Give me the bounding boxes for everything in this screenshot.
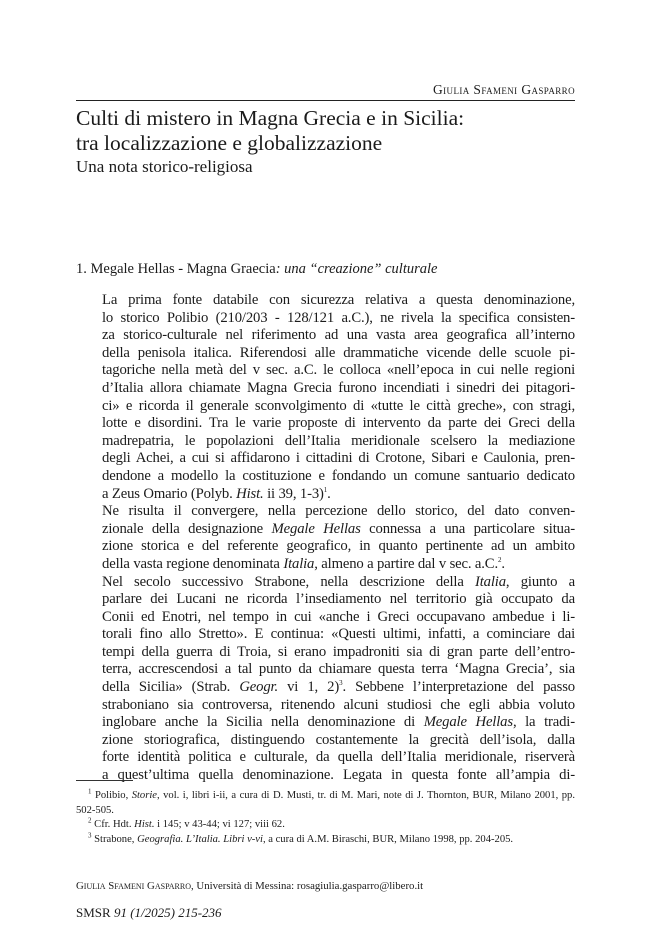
running-head: Giulia Sfameni Gasparro — [433, 82, 575, 97]
text-line — [76, 714, 575, 732]
author-affiliation — [76, 880, 423, 893]
author-name: Giulia Sfameni Gasparro — [76, 880, 192, 892]
text-span: Polibio, — [91, 790, 132, 801]
section-title-italic: : una “creazione” culturale — [275, 261, 438, 277]
text-span: inglobare anche la Sicilia nella denominazione di — [102, 714, 424, 731]
article-title — [76, 106, 576, 156]
text-line: tagoriche nella metà del v sec. a.C. le colloca «nell’epoca in cui nelle regioni — [102, 362, 575, 379]
header-rule — [76, 100, 575, 101]
footnote-3 — [76, 830, 575, 848]
text-line: dendone a modello la costituzione e fondando un comune santuario dedicato — [102, 467, 575, 484]
italic-span: Megale Hellas — [423, 714, 513, 731]
text-line: torali fino allo Stretto». E continua: «Questi ultimi, infatti, a cominciare dai — [102, 626, 575, 643]
text-span: , la tradi- — [512, 714, 575, 731]
italic-span: Hist. — [134, 819, 155, 830]
text-line — [76, 521, 575, 539]
section-title-plain: Megale Hellas - Magna Graecia — [90, 261, 276, 277]
italic-span: Hist. — [236, 485, 264, 502]
text-line: a quest’ultima quella denominazione. Legata in questa fonte all’ampia di- — [102, 767, 575, 784]
footnote-number: 3 — [88, 830, 92, 839]
text-span: . Sebbene l’interpretazione del passo — [342, 679, 575, 696]
text-span: della Sicilia» (Strab. — [102, 679, 240, 696]
journal-name: SMSR — [76, 905, 114, 920]
footnote-number: 2 — [88, 816, 92, 825]
section-heading — [76, 260, 437, 278]
text-span: Strabone, — [91, 833, 138, 845]
text-line: forte identità politica e culturale, da quella dell’Italia meridionale, riserverà — [102, 749, 575, 766]
text-line — [76, 556, 575, 574]
text-line: straboniano sia controversa, ritenendo alcuni studiosi che egli abbia voluto — [102, 696, 575, 713]
paragraph-2 — [76, 503, 575, 573]
text-line: madrepatria, le popolazioni dell’Italia meridionale scelsero la mediazione — [102, 432, 575, 449]
text-line: parlare dei Lucani ne ricorda l’insediamento nel territorio già occupato da — [102, 591, 575, 608]
text-span: vi 1, 2) — [277, 679, 340, 696]
italic-span: Storie — [131, 790, 157, 801]
text-span: , almeno a partire dal v sec. a.C. — [314, 555, 498, 572]
text-line: terra, accrescendosi a tal punto da chiamare questa terra ‘Magna Grecia’, sia — [102, 661, 575, 678]
footnote-ref-3[interactable]: 3 — [339, 679, 343, 688]
text-span: i 145; v 43-44; vi 127; viii 62. — [154, 819, 285, 830]
text-line: La prima fonte databile con sicurezza relativa a questa denominazione, — [102, 292, 575, 308]
text-line: ci» e ricorda il generale sconvolgimento di «tutte le città greche», con stragi, — [102, 397, 575, 414]
footnote-separator — [76, 780, 133, 781]
text-line — [76, 486, 575, 504]
text-line: za storico-culturale nel riferimento ad una vasta area geografica all’interno — [102, 327, 575, 344]
text-span: , giunto a — [505, 573, 575, 590]
italic-span: Geografia. L’Italia. Libri v-vi — [137, 833, 263, 845]
text-line: tempi della guerra di Troia, si erano impadroniti sia di gran parte dell’entro- — [102, 643, 575, 660]
text-span: connessa a una particolare situa- — [360, 520, 575, 537]
journal-citation — [76, 905, 222, 921]
text-span: Nel secolo successivo Strabone, nella descrizione della — [102, 573, 475, 590]
text-line: Conii ed Enotri, nel tempo in cui «anche i Greci occupavano ambedue i li- — [102, 608, 575, 625]
body-text — [76, 292, 575, 785]
section-number: 1. — [76, 261, 87, 277]
text-line: zione storica e del referente geografico, in quanto pertinente ad un ambito — [102, 538, 575, 555]
article-subtitle: Una nota storico-religiosa — [76, 157, 253, 176]
affiliation-text: , Università di Messina: rosagiulia.gasparro@libero.it — [191, 880, 424, 892]
text-span: Cfr. Hdt. — [91, 819, 135, 830]
text-line — [76, 679, 575, 697]
italic-span: Italia — [474, 573, 506, 590]
footnote-1 — [76, 789, 575, 818]
text-span: . — [327, 485, 331, 502]
footnote-ref-1[interactable]: 1 — [323, 485, 328, 494]
text-line: degli Achei, a cui si affidarono i cittadini di Crotone, Sibari e Caulonia, pren- — [102, 450, 575, 467]
text-span: a Zeus Omario (Polyb. — [102, 485, 237, 502]
paragraph-3 — [76, 574, 575, 785]
text-span: , a cura di A.M. Biraschi, BUR, Milano 1998, pp. 204-205. — [262, 833, 514, 845]
paragraph-1 — [76, 292, 575, 503]
footnote-ref-2[interactable]: 2 — [497, 556, 502, 565]
text-span: , vol. i, libri i-ii, a cura di D. Musti, tr. di M. Mari, note di J. Thornton, BUR, Milano 2001, pp. 502-505. — [76, 790, 575, 816]
text-line — [76, 574, 575, 592]
italic-span: Geogr. — [239, 679, 278, 696]
footnote-number: 1 — [88, 787, 92, 796]
italic-span: Italia — [283, 555, 315, 572]
text-line: lotte e disordini. Tra le varie proposte di intervento da parte dei Greci della — [102, 415, 575, 432]
title-line-1: Culti di mistero in Magna Grecia e in Sicilia: — [76, 106, 465, 130]
footnotes — [76, 789, 575, 847]
text-line: della penisola italica. Riferendosi alle drammatiche vicende delle scuole pi- — [102, 344, 575, 361]
text-line: d’Italia allora chiamate Magna Grecia furono incendiati i sinedri dei pitagori- — [102, 379, 575, 396]
italic-span: Megale Hellas — [271, 520, 361, 537]
text-span: della vasta regione denominata — [102, 555, 284, 572]
text-span: ii 39, 1-3) — [263, 485, 324, 502]
title-line-2: tra localizzazione e globalizzazione — [76, 131, 383, 155]
text-span: zionale della designazione — [102, 520, 272, 537]
journal-issue: 91 (1/2025) 215-236 — [113, 905, 222, 920]
text-span: . — [501, 555, 505, 572]
text-line: lo storico Polibio (210/203 - 128/121 a.C.), ne rivela la specifica consisten- — [102, 309, 575, 326]
text-line: Ne risulta il convergere, nella percezione dello storico, del dato conven- — [102, 503, 575, 520]
text-line: zione storiografica, distinguendo costantemente la grecità dell’isola, dalla — [102, 731, 575, 748]
footnote-2 — [76, 818, 575, 833]
